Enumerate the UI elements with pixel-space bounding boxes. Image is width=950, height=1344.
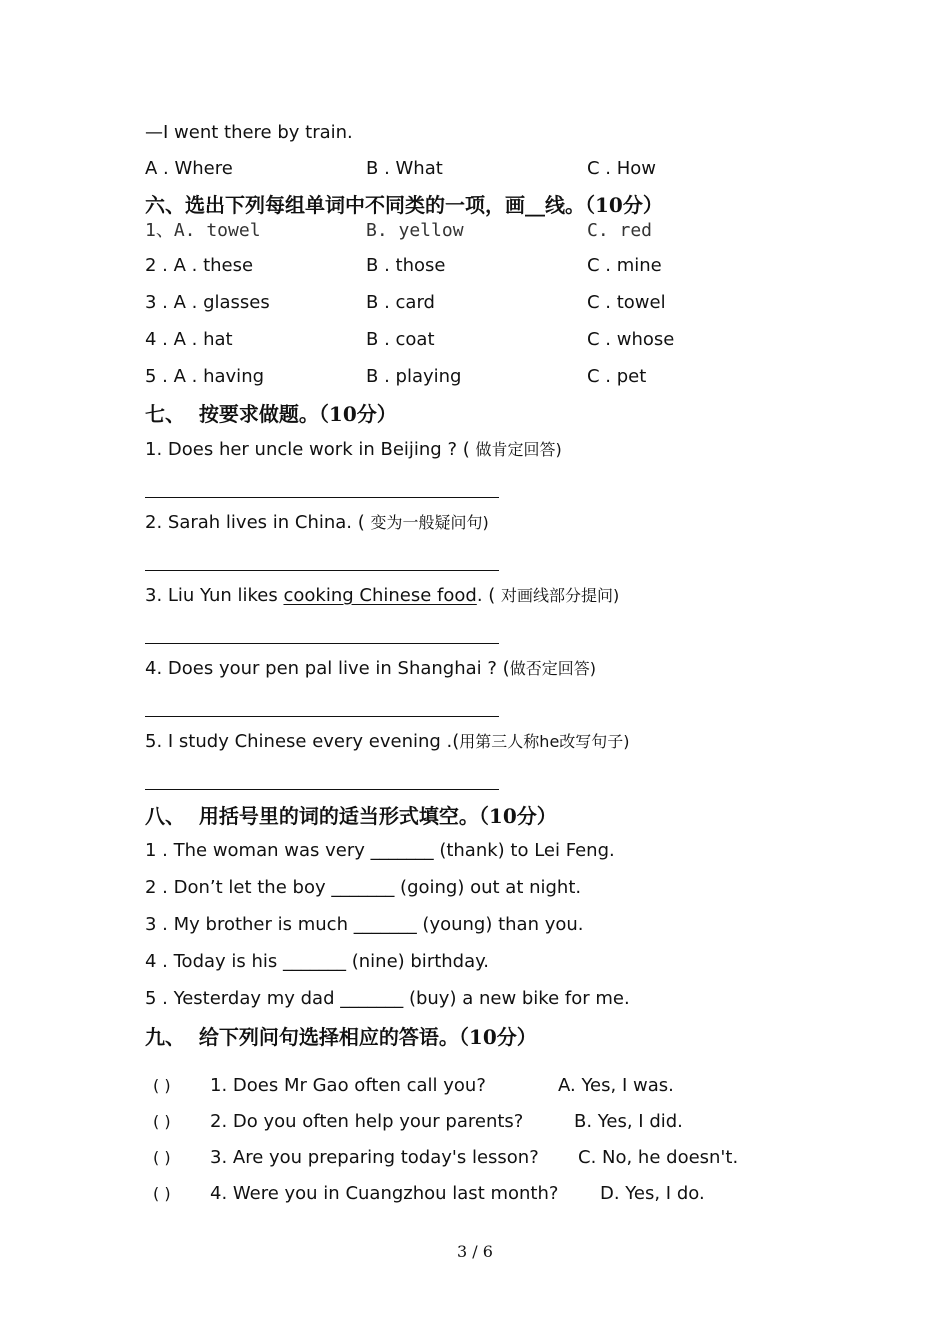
- answer-line-4[interactable]: [145, 716, 499, 717]
- s7-q3-underlined: cooking Chinese food: [283, 585, 477, 606]
- section8-title: 八、 用括号里的词的适当形式填空。（10分）: [145, 804, 557, 828]
- s8-item-5: 5 . Yesterday my dad _______ (buy) a new bike for me.: [145, 988, 630, 1009]
- s6-row1-c: C. red: [587, 220, 653, 241]
- answer-line-1[interactable]: [145, 497, 499, 498]
- s7-question-3: [145, 584, 619, 608]
- answer-paren-1[interactable]: ( ): [153, 1076, 171, 1095]
- answer-line-3[interactable]: [145, 643, 499, 644]
- s6-row5-a: 5 . A . having: [145, 366, 265, 387]
- s6-row3-c: C . towel: [587, 292, 666, 313]
- option-b: B . What: [366, 158, 443, 179]
- s9-answer-a: A. Yes, I was.: [558, 1075, 674, 1096]
- s7-question-5: [145, 730, 630, 754]
- s8-item-2: 2 . Don’t let the boy _______ (going) out at night.: [145, 877, 582, 898]
- s7-q3-pre: 3. Liu Yun likes: [145, 585, 284, 606]
- s9-question-3: 3. Are you preparing today's lesson?: [210, 1147, 539, 1168]
- s8-item-4: 4 . Today is his _______ (nine) birthday.: [145, 951, 489, 972]
- s6-row1-a: 1、A. towel: [145, 220, 261, 241]
- s7-q1-note: 做肯定回答): [475, 440, 562, 459]
- s6-row3-a: 3 . A . glasses: [145, 292, 270, 313]
- s7-question-4: [145, 657, 596, 681]
- s8-item-3: 3 . My brother is much _______ (young) than you.: [145, 914, 584, 935]
- s6-row5-c: C . pet: [587, 366, 647, 387]
- s9-answer-c: C. No, he doesn't.: [578, 1147, 739, 1168]
- answer-paren-2[interactable]: ( ): [153, 1112, 171, 1131]
- s6-row4-b: B . coat: [366, 329, 435, 350]
- section9-title: 九、 给下列问句选择相应的答语。（10分）: [145, 1025, 537, 1049]
- answer-line-5[interactable]: [145, 789, 499, 790]
- s7-q1-text: 1. Does her uncle work in Beijing ? (: [145, 439, 476, 460]
- section7-title: 七、 按要求做题。（10分）: [145, 402, 397, 426]
- s6-row4-a: 4 . A . hat: [145, 329, 233, 350]
- answer-line-2[interactable]: [145, 570, 499, 571]
- answer-line: —I went there by train.: [145, 122, 353, 143]
- s7-q2-note: 变为一般疑问句): [370, 513, 489, 532]
- s7-q3-note: 对画线部分提问): [501, 586, 620, 605]
- option-c: C . How: [587, 158, 657, 179]
- answer-paren-4[interactable]: ( ): [153, 1184, 171, 1203]
- s7-q5-note: 用第三人称he改写句子): [459, 732, 630, 751]
- answer-paren-3[interactable]: ( ): [153, 1148, 171, 1167]
- section6-title: 六、选出下列每组单词中不同类的一项，画__线。（10分）: [145, 193, 663, 217]
- s6-row2-a: 2 . A . these: [145, 255, 254, 276]
- option-a: A . Where: [145, 158, 233, 179]
- s9-answer-d: D. Yes, I do.: [600, 1183, 705, 1204]
- s6-row3-b: B . card: [366, 292, 435, 313]
- s9-question-2: 2. Do you often help your parents?: [210, 1111, 524, 1132]
- s6-row4-c: C . whose: [587, 329, 675, 350]
- s7-q4-note: 做否定回答): [509, 659, 596, 678]
- s6-row2-b: B . those: [366, 255, 446, 276]
- s7-q2-text: 2. Sarah lives in China. (: [145, 512, 371, 533]
- s7-q5-text: 5. I study Chinese every evening .(: [145, 731, 460, 752]
- s9-question-4: 4. Were you in Cuangzhou last month?: [210, 1183, 559, 1204]
- s7-question-2: [145, 511, 489, 535]
- s6-row1-b: B. yellow: [366, 220, 464, 241]
- s7-q4-text: 4. Does your pen pal live in Shanghai ? (: [145, 658, 510, 679]
- page-number: 3 / 6: [457, 1242, 493, 1261]
- s6-row5-b: B . playing: [366, 366, 462, 387]
- s9-question-1: 1. Does Mr Gao often call you?: [210, 1075, 486, 1096]
- s9-answer-b: B. Yes, I did.: [574, 1111, 683, 1132]
- s8-item-1: 1 . The woman was very _______ (thank) to Lei Feng.: [145, 840, 615, 861]
- s7-question-1: [145, 438, 562, 462]
- s7-q3-post: . (: [476, 585, 501, 606]
- s6-row2-c: C . mine: [587, 255, 662, 276]
